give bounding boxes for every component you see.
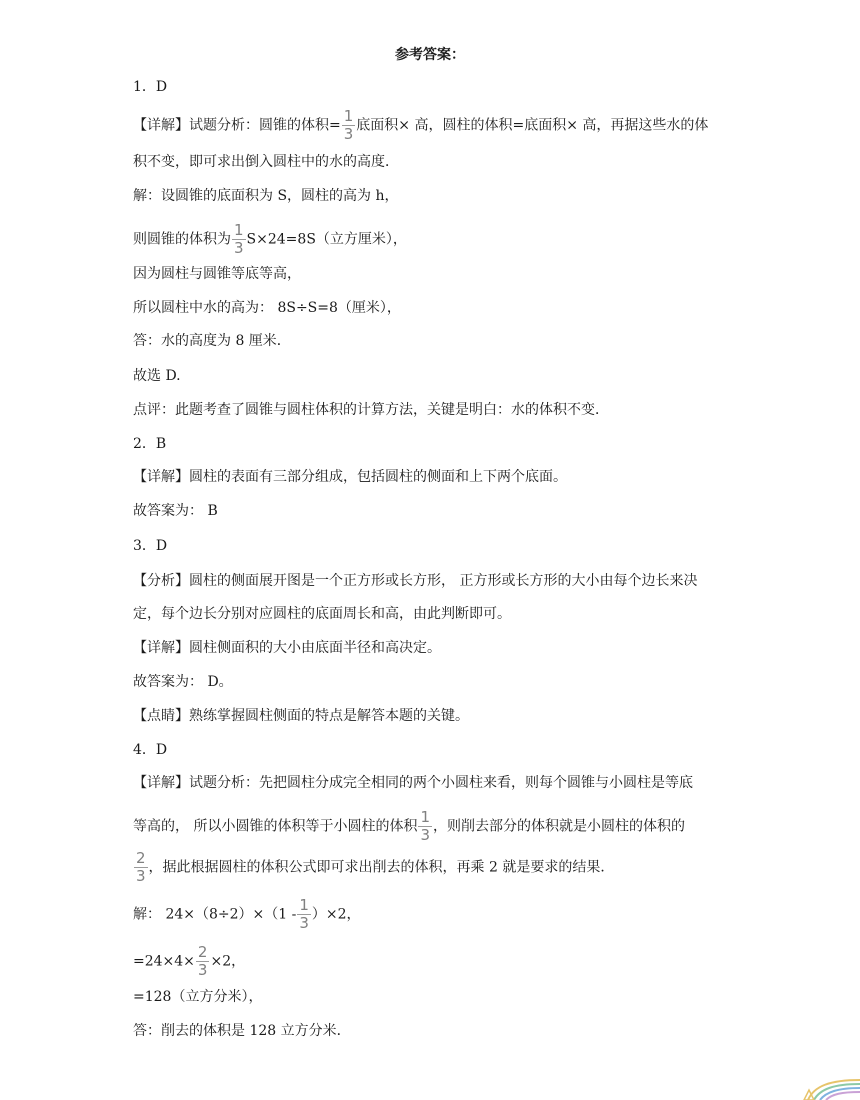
fraction-two-thirds — [134, 851, 148, 884]
q4-detail-line-3 — [133, 851, 614, 884]
q4-number: 4．D — [133, 742, 168, 758]
q1-number: 1．D — [133, 79, 168, 95]
q1-detail-line-1 — [133, 109, 708, 142]
fraction-numerator: 2 — [197, 943, 208, 961]
fraction-one-third — [297, 898, 311, 931]
q4-solution-text-b: ）×2， — [311, 906, 361, 923]
q4-detail-line-2 — [133, 810, 685, 843]
fraction-numerator: 1 — [299, 896, 309, 914]
fraction-denominator: 3 — [197, 961, 208, 979]
q3-number: 3．D — [133, 538, 168, 554]
q1-solution-line: 解：设圆锥的底面积为 S，圆柱的高为 h， — [133, 188, 399, 204]
q1-cone-volume-text-b: S×24=8S（立方厘米）， — [246, 231, 407, 248]
fraction-numerator: 1 — [420, 808, 430, 826]
fraction-denominator: 3 — [299, 914, 309, 932]
fraction-denominator: 3 — [234, 239, 244, 257]
fraction-denominator: 3 — [343, 125, 354, 143]
fraction-numerator: 2 — [136, 849, 146, 867]
q4-detail-line-1: 【详解】试题分析：先把圆柱分成完全相同的两个小圆柱来看，则每个圆锥与小圆柱是等底 — [133, 775, 693, 791]
q4-detail-text-b: ，则削去部分的体积就是小圆柱的体积的 — [433, 818, 685, 835]
fraction-two-thirds — [196, 945, 210, 978]
q1-answer-line: 答：水的高度为 8 厘米． — [133, 333, 291, 349]
q1-height-line: 所以圆柱中水的高为： 8S÷S=8（厘米）， — [133, 300, 401, 316]
q3-detail-line: 【详解】圆柱侧面积的大小由底面半径和高决定。 — [133, 640, 441, 656]
q4-solution-line — [133, 898, 361, 931]
q4-answer-line: 答：削去的体积是 128 立方分米． — [133, 1023, 351, 1039]
q3-analysis-line-2: 定，每个边长分别对应圆柱的底面周长和高，由此判断即可。 — [133, 606, 511, 622]
q2-answer-line: 故答案为： B — [133, 503, 218, 519]
q1-comment-line: 点评：此题考查了圆锥与圆柱体积的计算方法，关键是明白：水的体积不变． — [133, 402, 609, 418]
fraction-one-third — [418, 810, 432, 843]
page-title: 参考答案： — [395, 47, 465, 63]
q1-detail-text-a: 【详解】试题分析：圆锥的体积= — [133, 117, 341, 134]
q4-step-line-1 — [133, 945, 245, 978]
q4-detail-text-c: ，据此根据圆柱的体积公式即可求出削去的体积，再乘 2 就是要求的结果． — [148, 859, 615, 876]
q4-solution-text-a: 解： 24×（8÷2）×（1 - — [133, 906, 297, 923]
q2-number: 2．B — [133, 436, 167, 452]
q1-reason-line: 因为圆柱与圆锥等底等高， — [133, 266, 301, 282]
q1-cone-volume-text-a: 则圆锥的体积为 — [133, 231, 231, 248]
fraction-denominator: 3 — [136, 867, 146, 885]
q2-detail-line: 【详解】圆柱的表面有三部分组成，包括圆柱的侧面和上下两个底面。 — [133, 469, 567, 485]
q3-comment-line: 【点睛】熟练掌握圆柱侧面的特点是解答本题的关键。 — [133, 708, 469, 724]
q3-answer-line: 故答案为： D。 — [133, 674, 233, 690]
q4-detail-text-a: 等高的， 所以小圆锥的体积等于小圆柱的体积 — [133, 818, 418, 835]
fraction-numerator: 1 — [234, 221, 244, 239]
fraction-one-third — [232, 223, 246, 256]
fraction-numerator: 1 — [343, 107, 354, 125]
q1-choice-line: 故选 D. — [133, 368, 181, 384]
q4-step-line-2: =128（立方分米）， — [133, 989, 263, 1005]
q1-detail-line-2: 积不变，即可求出倒入圆柱中的水的高度． — [133, 154, 399, 170]
fraction-one-third — [342, 109, 356, 142]
q4-step-text-b: ×2， — [210, 953, 246, 970]
q1-cone-volume-line — [133, 223, 407, 256]
q1-detail-text-b: 底面积× 高，圆柱的体积=底面积× 高，再据这些水的体 — [356, 117, 709, 134]
fraction-denominator: 3 — [420, 826, 430, 844]
q4-step-text-a: =24×4× — [133, 953, 195, 970]
q3-analysis-line-1: 【分析】圆柱的侧面展开图是一个正方形或长方形， 正方形或长方形的大小由每个边长来决 — [133, 573, 698, 589]
corner-logo-icon — [800, 1074, 860, 1100]
